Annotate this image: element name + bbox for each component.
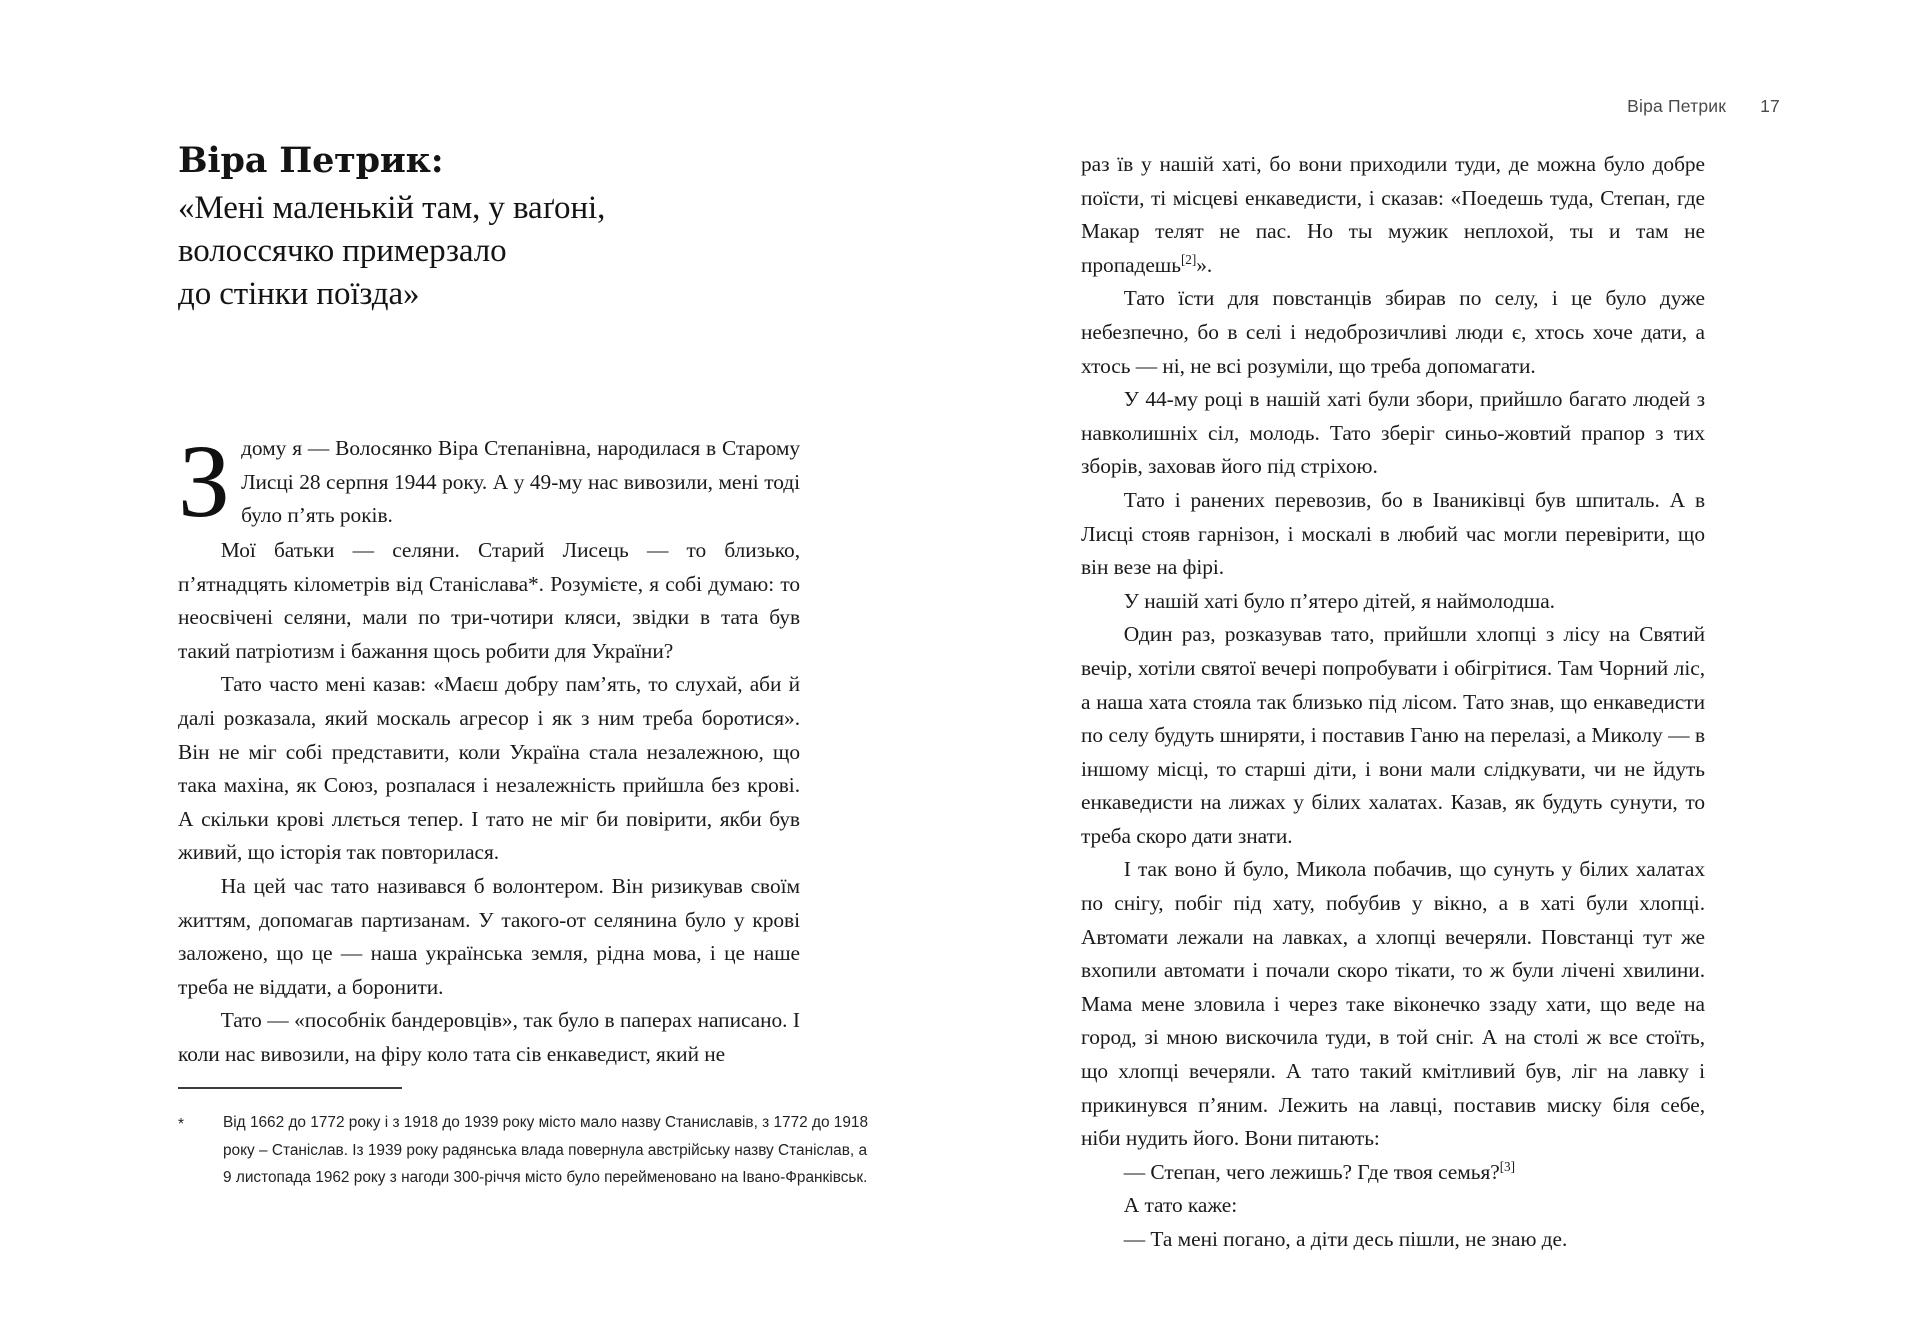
paragraph (1081, 282, 1705, 383)
left-column-body (178, 423, 800, 1072)
right-text-column (1081, 148, 1705, 1257)
page-title: Віра Петрик: (178, 140, 444, 181)
paragraph-text: Тато їсти для повстанців збирав по селу, і це було дуже небезпечно, бо в селі і недоброзичливі люди є, хтось хоче дати, а хтось — ні, не всі розуміли, що треба допомагати. (1081, 286, 1705, 378)
paragraph-text: У нашій хаті було п’ятеро дітей, я наймолодша. (1123, 588, 1555, 613)
paragraph: Тато часто мені казав: «Маєш добру пам’ять, то слухай, аби й далі розказала, який москаль агресор і як з ним треба боротися». Він не міг собі представити, коли Україна стала незалежною, що така махіна, як Союз, розпалася і незалежність прийшла без крові. А скільки крові ллється тепер. І тато не міг би повірити, якби був живий, що історія так повторилася. (178, 672, 800, 865)
footnote-text: Від 1662 до 1772 року і з 1918 до 1939 року місто мало назву Станиславів, з 1772 до 1918 року – Станіслав. Із 1939 року радянська влада повернула австрійську назву Станіслав, а 9 листопада 1962 року з нагоди 300-річчя місто було перейменовано на Івано-Франківськ. (223, 1114, 869, 1186)
paragraph (1081, 618, 1705, 853)
paragraph (1081, 585, 1705, 619)
paragraph-text: У 44-му році в нашій хаті були збори, прийшло багато людей з навколишніх сіл, молодь. Тато зберіг синьо-жовтий прапор з тих зборів, заховав його під стріхою. (1081, 387, 1705, 479)
paragraph-text: Тато і ранених перевозив, бо в Іваниківці був шпиталь. А в Лисці стояв гарнізон, і москалі в любий час могли перевірити, що він везе на фірі. (1081, 487, 1705, 580)
footnote-reference[interactable]: [2] (1180, 251, 1197, 267)
paragraph-text-tail: ». (1196, 252, 1213, 277)
page-number: 17 (1760, 96, 1780, 116)
title-quote-line: «Мені маленькій там, у ваґоні, (178, 190, 606, 227)
paragraph-text: дому я — Волосянко Віра Степанівна, народилася в Старому Лисці 28 серпня 1944 року. А у 49-му нас вивозили, мені тоді було п’ять років. (241, 435, 800, 528)
paragraph-with-dropcap (178, 423, 800, 539)
dropcap-letter: З (178, 423, 231, 539)
paragraph (1081, 1223, 1705, 1257)
paragraph (1081, 1189, 1705, 1223)
paragraph (1081, 148, 1705, 282)
paragraph (1081, 484, 1705, 585)
chapter-subtitle-quote (178, 187, 800, 316)
footnote-body (178, 1109, 878, 1192)
footnote-marker: * (178, 1116, 184, 1133)
paragraph: На цей час тато називався б волонтером. Він ризикував своїм життям, допомагав партизанам. У такого-от селянина було у крові заложено, що це — наша українська земля, рідна мова, і це наше треба не віддати, а боронити. (178, 873, 800, 999)
paragraph-text: І так воно й було, Микола побачив, що сунуть у білих халатах по снігу, побіг під хату, побубив у вікно, а в хаті були хлопці. Автомати лежали на лавках, а хлопці вечеряли. Повстанці тут же вхопили автомати і почали скоро тікати, то ж були лічені хвилини. Мама мене зловила і через таке віконечко ззаду хати, що веде на город, зі мною вискочила туди, в той сніг. А на столі ж все стоїть, що хлопці вечеряли. А тато такий кмітливий був, ліг на лавку і прикинувся п’яним. Лежить на лавці, поставив миску біля себе, ніби нудить його. Вони питають: (1081, 857, 1705, 1151)
paragraph-text: — Степан, чего лежишь? Где твоя семья? (1123, 1159, 1500, 1184)
paragraph-text: А тато каже: (1123, 1193, 1238, 1218)
title-quote-line: волоссячко примерзало (178, 233, 507, 270)
paragraph (1081, 1156, 1705, 1190)
left-text-column (178, 140, 800, 1071)
paragraph (1081, 853, 1705, 1155)
right-column-body (1081, 148, 1705, 1257)
paragraph: Мої батьки — селяни. Старий Лисець — то близько, п’ятнадцять кілометрів від Станіслава*. Розумієте, я собі думаю: то неосвічені селяни, мали по три-чотири кляси, звідки в тата був такий патріотизм і бажання щось робити для України? (178, 537, 800, 663)
paragraph-text: — Та мені погано, а діти десь пішли, не знаю де. (1123, 1227, 1568, 1251)
running-head-chapter: Віра Петрик (1627, 96, 1727, 116)
title-quote-line: до стінки поїзда» (178, 276, 420, 313)
paragraph-text: раз їв у нашій хаті, бо вони приходили туди, де можна було добре поїсти, ті місцеві енкаведисти, і сказав: «Поедешь туда, Степан, где Макар телят не пас. Но ты мужик неплохой, ты и там не пропадешь (1081, 152, 1705, 277)
running-head (1627, 96, 1780, 117)
footnote-block (178, 1087, 878, 1192)
footnote-separator-rule (178, 1087, 402, 1089)
paragraph: Тато — «пособнік бандеровців», так було в паперах написано. І коли нас вивозили, на фіру коло тата сів енкаведист, який не (178, 1008, 800, 1066)
chapter-title-block (178, 140, 800, 316)
paragraph (1081, 383, 1705, 484)
footnote-reference[interactable]: [3] (1499, 1158, 1515, 1174)
paragraph-text: Один раз, розказував тато, прийшли хлопці з лісу на Святий вечір, хотіли святої вечері попробувати і обігрітися. Там Чорний ліс, а наша хата стояла так близько під лісом. Тато знав, що енкаведисти по селу будуть шниряти, і поставив Ганю на перелазі, а Миколу — в іншому місці, то старші діти, і вони мали слідкувати, чи не йдуть енкаведисти на лижах у білих халатах. Казав, як будуть сунути, то треба скоро дати знати. (1081, 622, 1705, 848)
